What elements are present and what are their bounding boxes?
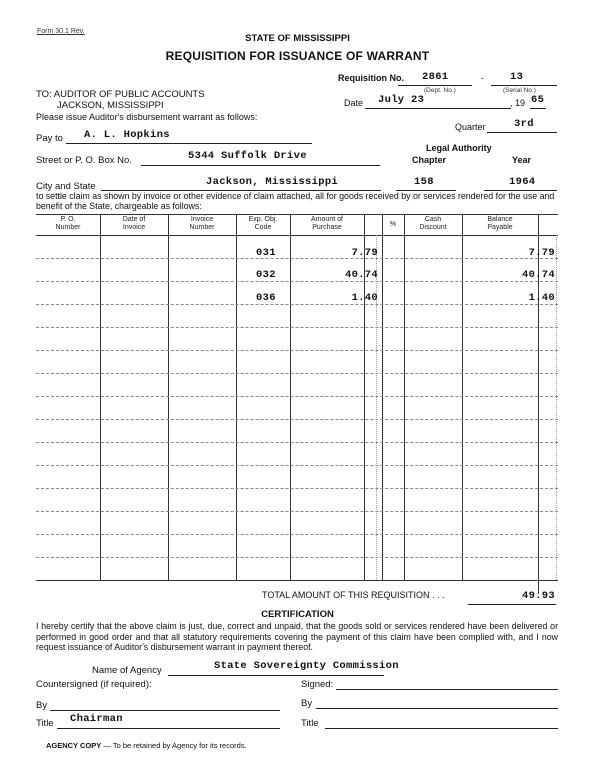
agency-label: Name of Agency [92,665,162,676]
signed-label: Signed: [301,679,334,690]
quarter-label: Quarter [455,122,486,132]
row-3-code: 036 [256,292,276,304]
footer-text: — To be retained by Agency for its records. [101,741,247,750]
serial-caption: (Serial No.) [503,87,536,94]
col-header-cash-discount: Cash Discount [419,216,447,231]
total-value: 49.93 [521,590,555,602]
settle-claim-text: to settle claim as shown by invoice or other evidence of claim attached, all for goods received by or services rendered for the use and benefit of the State, chargeable as follows: [36,191,555,211]
street-value: 5344 Suffolk Drive [188,150,307,162]
form-title: REQUISITION FOR ISSUANCE OF WARRANT [165,49,430,63]
to-line-3: Please issue Auditor's disbursement warrant as follows: [36,112,258,122]
row-3-balance: 1.40 [528,292,555,304]
certification-title: CERTIFICATION [261,609,334,620]
requisition-dash: - [481,73,484,83]
street-label: Street or P. O. Box No. [36,155,132,166]
col-header-amount: Amount of Purchase [311,216,343,231]
year-prefix: , 19 [510,98,526,108]
dept-number: 2861 [422,71,449,83]
requisition-label: Requisition No. [338,73,404,83]
to-line-1: TO: AUDITOR OF PUBLIC ACCOUNTS [36,89,205,100]
by-label-right: By [301,698,313,709]
chapter-value: 158 [414,176,434,188]
countersigned-label: Countersigned (if required): [36,679,152,690]
row-2-code: 032 [256,269,276,281]
date-label: Date [344,98,364,108]
row-2-balance: 40.74 [521,269,555,281]
row-3-amount: 1.40 [351,292,378,304]
state-heading: STATE OF MISSISSIPPI [245,33,350,44]
col-header-invoice-number: Invoice Number [189,216,215,231]
dept-caption: (Dept. No.) [424,87,456,94]
footer-note [46,741,247,750]
agency-copy-label: AGENCY COPY [46,741,102,750]
to-line-2: JACKSON, MISSISSIPPI [57,100,164,111]
col-header-invoice-date: Date of Invoice [122,216,146,231]
legal-authority-label: Legal Authority [426,143,492,153]
total-label: TOTAL AMOUNT OF THIS REQUISITION . . . [262,590,445,600]
pay-to-label: Pay to [36,133,63,144]
year-label: Year [512,155,532,165]
serial-number: 13 [510,71,524,83]
title-label-left: Title [36,718,54,729]
col-header-po: P. O. Number [55,216,81,231]
title-value: Chairman [70,713,123,725]
row-1-code: 031 [256,247,276,259]
city-value: Jackson, Mississippi [206,176,339,188]
agency-value: State Sovereignty Commission [214,660,399,672]
col-header-percent: % [389,221,397,228]
by-label-left: By [36,700,48,711]
year-authority-value: 1964 [509,176,536,188]
certification-text: I hereby certify that the above claim is just, due, correct and unpaid, that the goods sold or services rendered have been delivered or performed in good order and that all statutory requirements covering the payment of this claim have been complied with, and I now request issuance of Auditor's disbursement warrant in payment thereof. [36,621,558,652]
date-value: July 23 [378,94,425,106]
col-header-balance: Balance Payable [487,216,513,231]
form-number: Form 30.1 Rev. [37,28,85,35]
chapter-label: Chapter [412,155,447,165]
city-label: City and State [36,181,96,192]
quarter-value: 3rd [514,118,534,130]
pay-to-value: A. L. Hopkins [84,129,170,141]
year-value: 65 [531,94,545,106]
row-1-balance: 7.79 [528,247,555,259]
col-header-exp-code: Exp. Obj. Code [248,216,278,231]
row-2-amount: 40.74 [344,269,378,281]
row-1-amount: 7.79 [351,247,378,259]
title-label-right: Title [301,718,319,729]
